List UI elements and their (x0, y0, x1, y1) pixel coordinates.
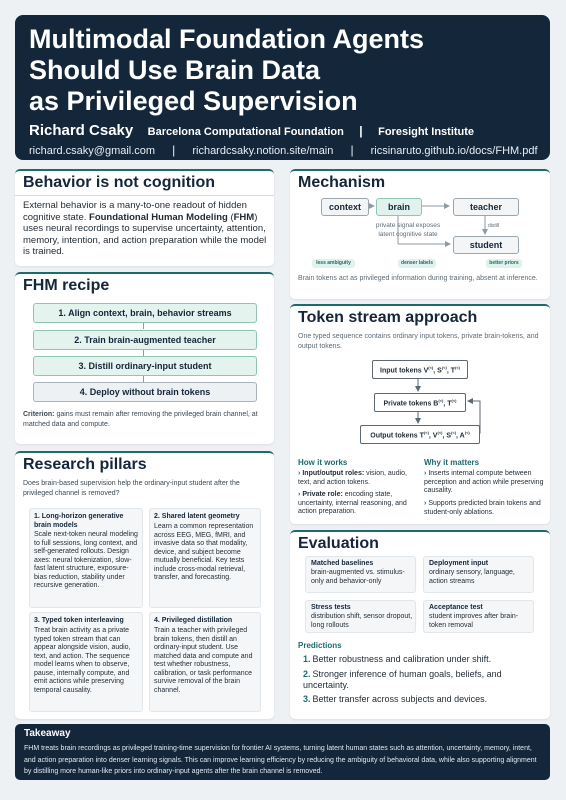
input-tokens-node: Input tokens V(<), S(<), T(<) (372, 360, 468, 379)
panel-heading: Token stream approach (298, 309, 478, 326)
takeaway-panel (15, 724, 550, 780)
divider (15, 195, 274, 196)
separator: | (359, 124, 363, 138)
pillars-intro: Does brain-based supervision help the ordinary-input student after the privileged channel is removed? (23, 480, 240, 497)
pill-less-ambiguity: less ambiguity (312, 259, 355, 268)
how-item-2: › Private role: encoding state, uncertainty, internal reasoning, and action preparation. (298, 491, 407, 515)
email-link[interactable]: richard.csaky@gmail.com (29, 145, 156, 157)
separator: | (172, 143, 176, 157)
evaluation-panel (290, 530, 550, 719)
contact-row (29, 143, 538, 157)
node-context: context (321, 198, 369, 216)
panel-heading: FHM recipe (23, 277, 110, 294)
eval-card-3: Stress tests distribution shift, sensor dropout, long rollouts (305, 600, 416, 633)
step-arrow (143, 323, 144, 329)
affiliation-1: Barcelona Computational Foundation (147, 126, 344, 138)
takeaway-text: FHM treats brain recordings as privileged training-time supervision for frontier AI systems, turning latent human states such as attention, uncertainty, memory, intent, and action preparation into denser learning signals. This can improve learning efficiency by reducing the ambiguity of behavioral data, while also supporting alignment by distilling more human-like priors into ordinary-input agents after the brain channel is removed. (24, 745, 537, 775)
poster-title (29, 24, 549, 117)
affiliation-2: Foresight Institute (378, 126, 475, 138)
signal-note: private signal exposes latent cognitive state (375, 222, 441, 238)
token-stream-panel (290, 304, 550, 524)
pill-denser-labels: denser labels (398, 259, 436, 268)
panel-heading: Mechanism (298, 174, 386, 191)
prediction-3: 3. Better transfer across subjects and devices. (303, 694, 488, 704)
website-link[interactable]: richardcsaky.notion.site/main (192, 145, 334, 157)
prediction-1: 1. Better robustness and calibration under shift. (303, 654, 492, 664)
prediction-2: 2. Stronger inference of human goals, beliefs, and uncertainty. (303, 669, 502, 690)
author-row (29, 122, 549, 140)
private-tokens-node: Private tokens B(<), T(<) (374, 393, 466, 412)
behavior-text: External behavior is a many-to-one readout of hidden cognitive state. Foundational Human Modeling (FHM) uses neural recordings to supervise uncertainty, attention, memory, intention, and action preparation while the model is trained. (23, 200, 267, 257)
why-item-1: › Inserts internal compute between perception and action while preserving causality. (424, 470, 544, 494)
pillar-card-3: 3. Typed token interleaving Treat brain activity as a private typed token stream that can appear alongside vision, audio, text, and action. The sequence model learns when to observe, pause, internally compute, and emit actions while preserving temporal causality. (29, 612, 143, 712)
why-item-2: › Supports predicted brain tokens and student-only ablations. (424, 500, 541, 516)
title-line-1: Multimodal Foundation Agents (29, 24, 424, 54)
node-student: student (453, 236, 519, 254)
docs-link[interactable]: ricsinaruto.github.io/docs/FHM.pdf (370, 145, 538, 157)
node-brain: brain (376, 198, 422, 216)
pillar-card-1: 1. Long-horizon generative brain models Scale next-token neural modeling to full sessions, long context, and self-generated rollouts. Design axes: neural tokenization, slow-fast latent structure, exposure-bias reduction, stability under recursive generation. (29, 508, 143, 608)
why-it-matters-heading: Why it matters (424, 458, 480, 467)
recipe-step-3: 3. Distill ordinary-input student (33, 356, 257, 376)
recipe-step-2: 2. Train brain-augmented teacher (33, 330, 257, 350)
mechanism-panel (290, 169, 550, 299)
mechanism-caption: Brain tokens act as privileged information during training, absent at inference. (298, 275, 538, 282)
pillar-card-2: 2. Shared latent geometry Learn a common representation across EEG, MEG, fMRI, and invasive data so that modality, device, and subject become mutually beneficial. Key tests include cross-modal retrieval, transfer, and forecasting. (149, 508, 261, 608)
how-item-1: › Input/output roles: vision, audio, text, and action tokens. (298, 470, 407, 486)
eval-card-4: Acceptance test student improves after brain-token removal (423, 600, 534, 633)
pillars-panel (15, 451, 274, 719)
recipe-panel (15, 272, 274, 444)
separator: | (350, 143, 354, 157)
eval-card-2: Deployment input ordinary sensory, language, action streams (423, 556, 534, 593)
author-name: Richard Csaky (29, 122, 134, 139)
output-tokens-node: Output tokens T(<), V(<), S(<), A(<) (360, 425, 480, 444)
behavior-panel (15, 169, 274, 266)
token-stream-intro: One typed sequence contains ordinary input tokens, private brain-tokens, and output tokens. (298, 333, 539, 350)
takeaway-heading: Takeaway (24, 728, 71, 739)
recipe-step-4: 4. Deploy without brain tokens (33, 382, 257, 402)
title-line-3: as Privileged Supervision (29, 86, 358, 116)
panel-heading: Research pillars (23, 456, 147, 473)
pill-better-priors: better priors (486, 259, 522, 268)
eval-card-1: Matched baselines brain-augmented vs. stimulus-only and behavior-only (305, 556, 416, 593)
title-line-2: Should Use Brain Data (29, 55, 321, 85)
criterion-text: Criterion: gains must remain after removing the privileged brain channel, at matched data and compute. (23, 411, 258, 428)
predictions-heading: Predictions (298, 641, 342, 650)
poster-header (15, 15, 550, 160)
panel-heading: Behavior is not cognition (23, 174, 216, 191)
how-it-works-heading: How it works (298, 458, 348, 467)
node-teacher: teacher (453, 198, 519, 216)
panel-heading: Evaluation (298, 535, 379, 552)
pillar-card-4: 4. Privileged distillation Train a teacher with privileged brain tokens, then distill an ordinary-input student. Use matched data and compute and test whether robustness, calibration, or task performance survive removal of the brain channel. (149, 612, 261, 712)
distill-label: distill (488, 223, 500, 229)
recipe-step-1: 1. Align context, brain, behavior streams (33, 303, 257, 323)
